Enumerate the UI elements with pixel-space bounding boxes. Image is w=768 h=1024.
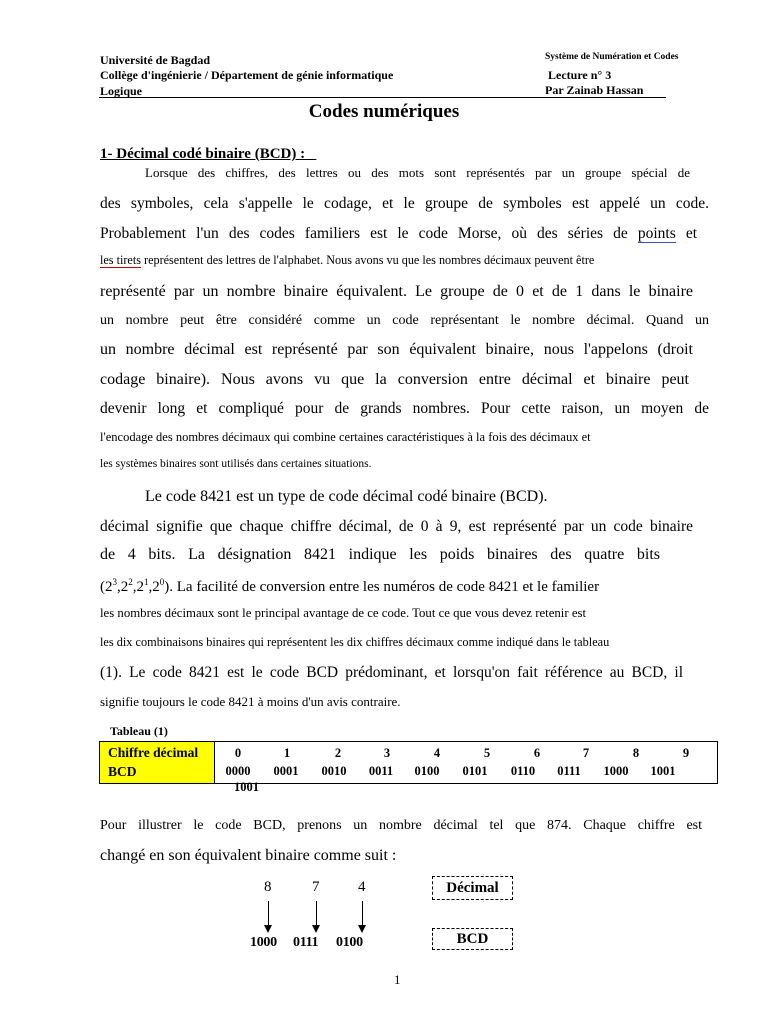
decimal-digit-cell: 8 xyxy=(632,746,640,760)
subject-name: Logique xyxy=(100,84,143,98)
paragraph-line: (1). Le code 8421 est le code BCD prédominant, et lorsqu'on fait référence au BCD, il xyxy=(100,664,683,681)
row-label-decimal: Chiffre décimal xyxy=(108,745,199,760)
bcd-code-cell: 0111 xyxy=(557,764,581,778)
paragraph-line: l'encodage des nombres décimaux qui combine certaines caractéristiques à la fois des décimaux et xyxy=(100,430,591,444)
example-digit: 7 xyxy=(312,879,320,895)
paragraph-line: devenir long et compliqué pour de grands nombres. Pour cette raison, un moyen de xyxy=(100,400,709,417)
paragraph-line: les nombres décimaux sont le principal avantage de ce code. Tout ce que vous devez retenir est xyxy=(100,606,587,620)
paragraph-line: des symboles, cela s'appelle le codage, et le groupe de symboles est appelé un code. xyxy=(100,195,709,212)
paragraph-line: les tirets représentent des lettres de l'alphabet. Nous avons vu que les nombres décimaux peuvent être xyxy=(100,253,595,267)
bcd-table xyxy=(99,741,718,784)
paragraph-line: un nombre décimal est représenté par son équivalent binaire, nous l'appelons (droit xyxy=(100,341,693,358)
decimal-digit-cell: 9 xyxy=(682,746,690,760)
bcd-code-cell: 0001 xyxy=(273,764,299,778)
example-bcd-code: 0111 xyxy=(293,935,319,950)
bcd-code-cell: 0100 xyxy=(414,764,440,778)
table-header-column xyxy=(100,742,215,783)
paragraph-line: les dix combinaisons binaires qui représentent les dix chiffres décimaux comme indiqué dans le tableau xyxy=(100,635,610,649)
decimal-digit-cell: 7 xyxy=(582,746,590,760)
author: Par Zainab Hassan xyxy=(545,83,644,97)
page-title: Codes numériques xyxy=(308,101,460,122)
section-heading: 1- Décimal codé binaire (BCD) : xyxy=(100,146,306,162)
bcd-code-cell: 0101 xyxy=(462,764,488,778)
paragraph-line: représenté par un nombre binaire équivalent. Le groupe de 0 et de 1 dans le binaire xyxy=(100,283,693,300)
arrow-line xyxy=(362,901,363,926)
lecture-number: Lecture n° 3 xyxy=(548,68,612,82)
bcd-overflow-text: 1001 xyxy=(234,780,259,794)
row-label-bcd: BCD xyxy=(108,764,137,779)
header-rule xyxy=(99,97,666,98)
paragraph-line: signifie toujours le code 8421 à moins d'un avis contraire. xyxy=(100,694,401,709)
paragraph-line: Lorsque des chiffres, des lettres ou des mots sont représentés par un groupe spécial de xyxy=(145,165,690,180)
paragraph-line: changé en son équivalent binaire comme suit : xyxy=(100,847,397,864)
paragraph-line: Le code 8421 est un type de code décimal codé binaire (BCD). xyxy=(145,488,548,505)
bcd-label-box: BCD xyxy=(432,928,513,950)
paragraph-line: un nombre peut être considéré comme un code représentant le nombre décimal. Quand un xyxy=(100,313,709,328)
bcd-code-cell: 1000 xyxy=(603,764,629,778)
table-caption: Tableau (1) xyxy=(110,724,168,738)
arrow-line xyxy=(316,901,317,926)
arrow-down-icon xyxy=(264,925,272,933)
decimal-digit-cell: 5 xyxy=(483,746,491,760)
bcd-code-cell: 1001 xyxy=(650,764,676,778)
paragraph-line: les systèmes binaires sont utilisés dans certaines situations. xyxy=(100,458,372,470)
example-digit: 8 xyxy=(264,879,272,895)
paragraph-line: codage binaire). Nous avons vu que la conversion entre décimal et binaire peut xyxy=(100,371,689,388)
paragraph-line: Pour illustrer le code BCD, prenons un nombre décimal tel que 874. Chaque chiffre est xyxy=(100,818,702,833)
example-digit: 4 xyxy=(358,879,366,895)
example-bcd-code: 1000 xyxy=(250,935,277,950)
paragraph-line: Probablement l'un des codes familiers est le code Morse, où des séries de points et xyxy=(100,225,698,242)
bcd-code-cell: 0010 xyxy=(321,764,347,778)
decimal-digit-cell: 0 xyxy=(234,746,242,760)
decimal-digit-cell: 1 xyxy=(283,746,291,760)
decimal-label-box: Décimal xyxy=(432,876,513,900)
department-name: Collège d'ingénierie / Département de génie informatique xyxy=(100,68,394,82)
arrow-down-icon xyxy=(312,925,320,933)
decimal-digit-cell: 6 xyxy=(533,746,541,760)
arrow-line xyxy=(268,901,269,926)
paragraph-line: de 4 bits. La désignation 8421 indique les poids binaires des quatre bits xyxy=(100,546,660,563)
example-bcd-code: 0100 xyxy=(336,935,363,950)
paragraph-line: $(2^3,2^2,2^1,2^0)$. La facilité de conversion entre les numéros de code 8421 et le familier xyxy=(100,577,600,595)
paragraph-line: décimal signifie que chaque chiffre décimal, de 0 à 9, est représenté par un code binaire xyxy=(100,518,693,535)
bcd-code-cell: 0110 xyxy=(510,764,536,778)
bcd-code-cell: 0011 xyxy=(368,764,394,778)
page-number: 1 xyxy=(394,972,401,987)
bcd-code-cell: 0000 xyxy=(225,764,251,778)
arrow-down-icon xyxy=(358,925,366,933)
decimal-digit-cell: 3 xyxy=(383,746,391,760)
decimal-digit-cell: 2 xyxy=(334,746,342,760)
decimal-digit-cell: 4 xyxy=(433,746,441,760)
course-title: Système de Numération et Codes xyxy=(545,52,679,62)
university-name: Université de Bagdad xyxy=(100,53,211,67)
